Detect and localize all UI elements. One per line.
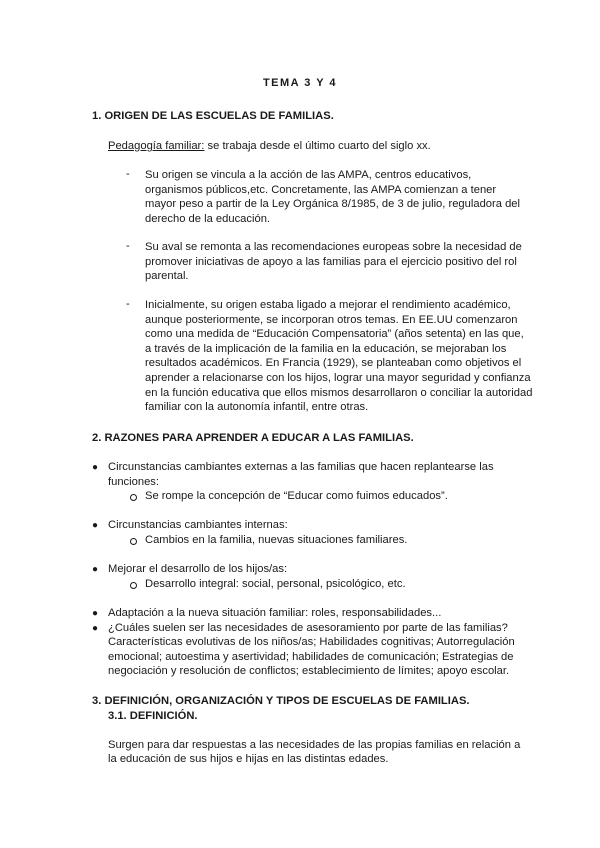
dash-bullet-icon: -	[126, 240, 130, 252]
dash-bullet-icon: -	[126, 168, 130, 180]
section-1-heading: 1. ORIGEN DE LAS ESCUELAS DE FAMILIAS.	[92, 110, 334, 122]
bullet-icon: ●	[92, 623, 99, 634]
list-item-line: derecho de la educación.	[145, 212, 271, 225]
list-item-line: aprender a relacionarse con los hijos, lograr una mayor seguridad y confianza	[145, 372, 531, 384]
section-1-intro	[108, 139, 431, 154]
list-item: Adaptación a la nueva situación familiar: roles, responsabilidades...	[108, 607, 442, 619]
sub-list-item: Cambios en la familia, nuevas situaciones familiares.	[145, 534, 408, 546]
list-item: Circunstancias cambiantes externas a las familias que hacen replantearse las	[108, 461, 494, 473]
paragraph-line: Surgen para dar respuestas a las necesidades de las propias familias en relación a	[108, 739, 521, 751]
sub-list-item: Desarrollo integral: social, personal, psicológico, etc.	[145, 578, 406, 590]
dash-bullet-icon: -	[126, 298, 130, 310]
bullet-icon: ●	[92, 608, 99, 619]
list-item-line: organismos públicos,etc. Concretamente, las AMPA comienzan a tener	[145, 183, 497, 196]
circle-bullet-icon	[130, 494, 137, 501]
list-item-line: en la función educativa que ellos mismos desarrollaron o conciliar la autoridad	[145, 386, 533, 399]
list-item: ¿Cuáles suelen ser las necesidades de asesoramiento por parte de las familias?	[108, 622, 508, 634]
list-item-line: Inicialmente, su origen estaba ligado a mejorar el rendimiento académico,	[145, 299, 511, 311]
list-item-line: Su origen se vincula a la acción de las AMPA, centros educativos,	[145, 169, 472, 181]
bullet-icon: ●	[92, 462, 99, 473]
bullet-icon: ●	[92, 564, 99, 575]
list-item-line: mayor peso a partir de la Ley Orgánica 8/1985, de 3 de julio, reguladora del	[145, 198, 521, 211]
paragraph-line: la educación de sus hijos e hijas en las distintas edades.	[108, 753, 389, 765]
list-item-line: resultados académicos. En Francia (1929), se planteaban como objetivos el	[145, 357, 522, 370]
section-3-heading: 3. DEFINICIÓN, ORGANIZACIÓN Y TIPOS DE ESCUELAS DE FAMILIAS.	[92, 695, 470, 707]
section-3-subheading: 3.1. DEFINICIÓN.	[108, 710, 198, 722]
list-item-line: a través de la implicación de la familia en la educación, se mejoraban los	[145, 342, 507, 355]
list-item-line: Su aval se remonta a las recomendaciones europeas sobre la necesidad de	[145, 241, 522, 253]
intro-rest: se trabaja desde el último cuarto del siglo xx.	[204, 140, 431, 152]
list-item: Circunstancias cambiantes internas:	[108, 519, 288, 531]
list-item-cont: emocional; autoestima y asertividad; habilidades de comunicación; Estrategias de	[108, 651, 514, 663]
list-item-cont: Características evolutivas de los niños/as; Habilidades cognitivas; Autorregulación	[108, 636, 515, 648]
circle-bullet-icon	[130, 538, 137, 545]
list-item-cont: negociación y resolución de conflictos; establecimiento de límites; apoyo escolar.	[108, 665, 510, 677]
list-item-line: familiar con la autonomía infantil, entre otras.	[145, 401, 369, 414]
list-item-line: promover iniciativas de apoyo a las familias para el ejercicio positivo del rol	[145, 255, 517, 268]
intro-term: Pedagogía familiar:	[108, 140, 205, 152]
list-item-line: parental.	[145, 270, 189, 283]
list-item: Mejorar el desarrollo de los hijos/as:	[108, 563, 288, 575]
list-item-line: aunque posteriormente, se incorporan otros temas. En EE.UU comenzaron	[145, 313, 518, 326]
document-title: TEMA 3 Y 4	[262, 77, 338, 89]
list-item-line: como una medida de “Educación Compensatoria” (años setenta) en las que,	[145, 328, 524, 341]
bullet-icon: ●	[92, 520, 99, 531]
circle-bullet-icon	[130, 582, 137, 589]
sub-list-item: Se rompe la concepción de “Educar como fuimos educados”.	[145, 490, 448, 502]
section-2-heading: 2. RAZONES PARA APRENDER A EDUCAR A LAS FAMILIAS.	[92, 432, 414, 444]
list-item-cont: funciones:	[108, 476, 159, 488]
